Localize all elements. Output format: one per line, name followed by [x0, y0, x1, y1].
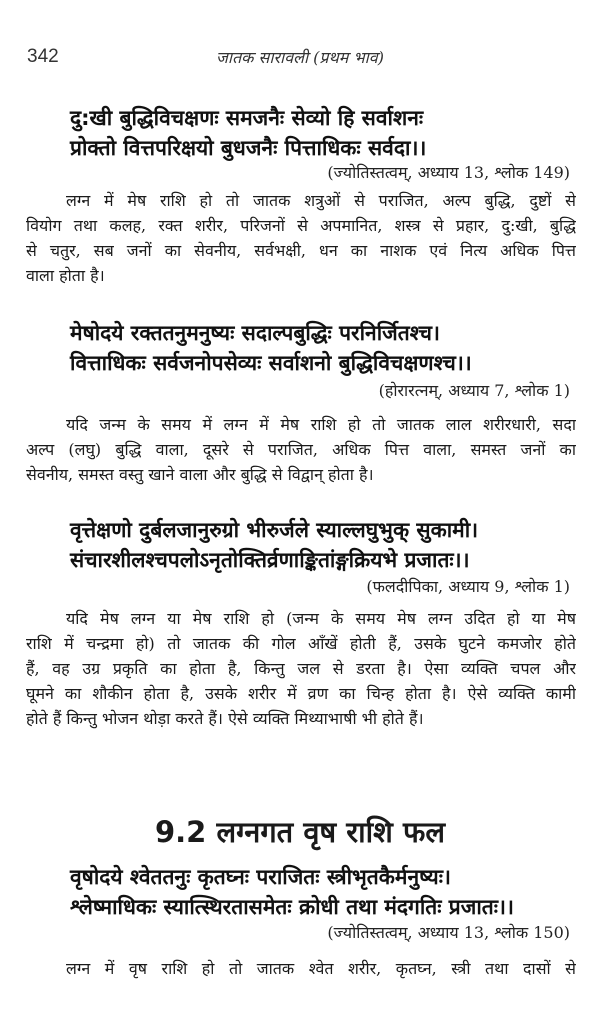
verse-2	[70, 318, 570, 378]
paragraph-line: अल्प (लघु) बुद्धि वाला, दूसरे से पराजित, अधिक पित्त वाला, समस्त जनों का	[26, 440, 576, 459]
paragraph-line: लग्न में वृष राशि हो तो जातक श्वेत शरीर, कृतघ्न, स्त्री तथा दासों से	[66, 959, 576, 978]
paragraph-line: होते हैं किन्तु भोजन थोड़ा करते हैं। ऐसे व्यक्ति मिथ्याभाषी भी होते हैं।	[26, 709, 424, 728]
verse-line: वृषोदये श्वेततनुः कृतघ्नः पराजितः स्त्रीभृतकैर्मनुष्यः।	[70, 865, 451, 889]
paragraph-line: सेवनीय, समस्त वस्तु खाने वाला और बुद्धि से विद्वान् होता है।	[26, 465, 374, 484]
paragraph-line: वाला होता है।	[26, 266, 105, 285]
citation-1: (ज्योतिस्तत्वम्, अध्याय 13, श्लोक 149)	[327, 163, 570, 182]
citation-4: (ज्योतिस्तत्वम्, अध्याय 13, श्लोक 150)	[327, 923, 570, 942]
verse-line: वित्ताधिकः सर्वजनोपसेव्यः सर्वाशनो बुद्धिविचक्षणश्च।।	[70, 351, 472, 375]
running-header	[0, 44, 600, 72]
paragraph-line: घूमने का शौकीन होता है, उसके शरीर में व्रण का चिन्ह होता है। ऐसे व्यक्ति कामी	[26, 684, 576, 703]
paragraph-line: यदि मेष लग्न या मेष राशि हो (जन्म के समय मेष लग्न उदित हो या मेष	[66, 609, 576, 628]
verse-line: वृत्तेक्षणो दुर्बलजानुरुग्रो भीरुर्जले स्याल्लघुभुक् सुकामी।	[70, 518, 479, 542]
verse-line: दु:खी बुद्धिविचक्षणः समजनैः सेव्यो हि सर्वाशनः	[70, 106, 424, 130]
paragraph-line: वियोग तथा कलह, रक्त शरीर, परिजनों से अपमानित, शस्त्र से प्रहार, दु:खी, बुद्धि	[26, 216, 576, 235]
paragraph-line: हैं, वह उग्र प्रकृति का होता है, किन्तु जल से डरता है। ऐसा व्यक्ति चपल और	[26, 659, 576, 678]
paragraph-1	[26, 188, 576, 288]
paragraph-line: लग्न में मेष राशि हो तो जातक शत्रुओं से पराजित, अल्प बुद्धि, दुष्टों से	[66, 191, 576, 210]
citation-2: (होरारत्नम्, अध्याय 7, श्लोक 1)	[378, 381, 570, 400]
page-number: 342	[27, 46, 59, 67]
verse-1	[70, 103, 570, 163]
running-title: जातक सारावली (प्रथम भाव)	[216, 48, 384, 67]
paragraph-line: से चतुर, सब जनों का सेवनीय, सर्वभक्षी, धन का नाशक एवं नित्य अधिक पित्त	[26, 241, 576, 260]
paragraph-2	[26, 412, 576, 487]
verse-line: संचारशीलश्चपलोऽनृतोक्तिर्व्रणाङ्कितांङ्गक्रियभे प्रजातः।।	[70, 548, 470, 572]
paragraph-line: यदि जन्म के समय में लग्न में मेष राशि हो तो जातक लाल शरीरधारी, सदा	[66, 415, 576, 434]
verse-3	[70, 515, 570, 575]
verse-4	[70, 862, 570, 922]
paragraph-4	[26, 956, 576, 981]
paragraph-line: राशि में चन्द्रमा हो) तो जातक की गोल आँखें होती हैं, उसके घुटने कमजोर होते	[26, 634, 576, 653]
verse-line: श्लेष्माधिकः स्यात्स्थिरतासमेतः क्रोधी तथा मंदगतिः प्रजातः।।	[70, 895, 514, 919]
verse-line: मेषोदये रक्ततनुमनुष्यः सदाल्पबुद्धिः परनिर्जितश्च।	[70, 321, 440, 345]
verse-line: प्रोक्तो वित्तपरिक्षयो बुधजनैः पित्ताधिकः सर्वदा।।	[70, 136, 427, 160]
paragraph-3	[26, 606, 576, 731]
section-heading: 9.2 लग्नगत वृष राशि फल	[154, 815, 446, 849]
citation-3: (फलदीपिका, अध्याय 9, श्लोक 1)	[366, 577, 570, 596]
